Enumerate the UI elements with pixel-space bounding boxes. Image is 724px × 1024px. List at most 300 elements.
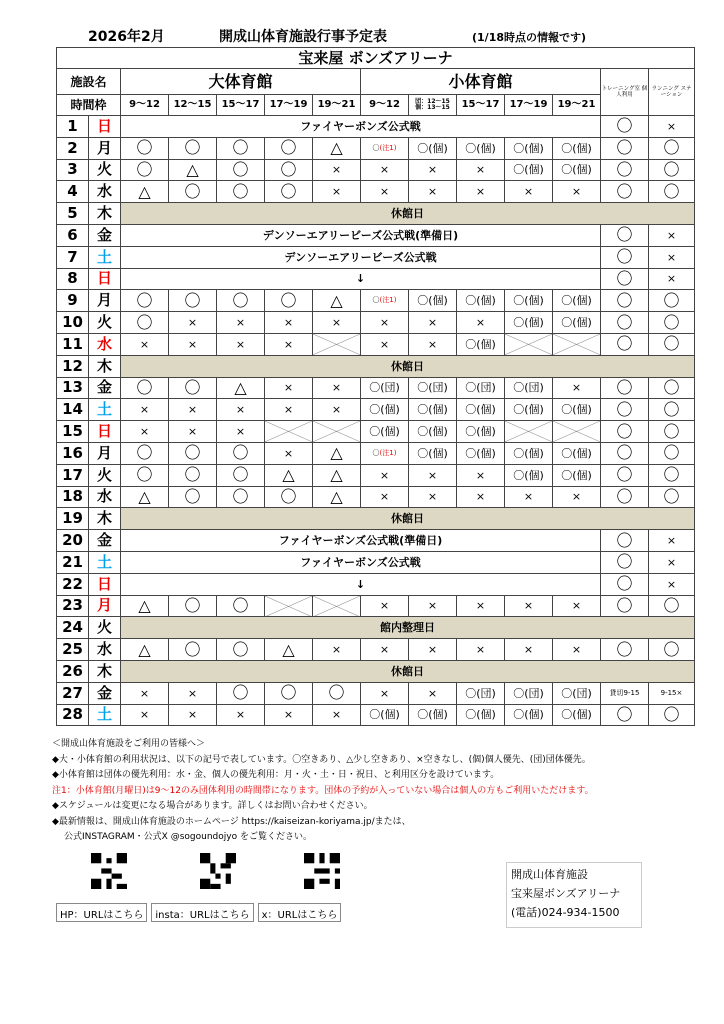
day-number: 15 [57, 421, 89, 443]
day-number: 3 [57, 159, 89, 181]
small-hall-status: 〇(注1) [361, 442, 409, 464]
weekday: 火 [89, 464, 121, 486]
small-hall-status: 〇(団) [409, 377, 457, 399]
weekday: 月 [89, 137, 121, 159]
unavailable-slot [505, 333, 553, 355]
day-number: 7 [57, 246, 89, 268]
table-row [57, 116, 695, 138]
table-row [57, 355, 695, 377]
big-hall-status: 〇 [217, 639, 265, 661]
big-hall-status: × [169, 399, 217, 421]
day-number: 26 [57, 660, 89, 682]
unavailable-slot [265, 595, 313, 617]
time-slot-label: 時間枠 [57, 95, 121, 116]
big-hall-status: 〇 [265, 290, 313, 312]
small-hall-status: 〇(注1) [361, 137, 409, 159]
table-row [57, 617, 695, 639]
small-hall-status: 〇(団) [553, 682, 601, 704]
training-status: 〇 [601, 312, 649, 334]
day-number: 11 [57, 333, 89, 355]
page-header [56, 24, 676, 46]
big-hall-status: △ [121, 181, 169, 203]
hp-qr-code[interactable] [91, 853, 127, 889]
training-status: 〇 [601, 464, 649, 486]
table-row [57, 181, 695, 203]
big-hall-status: 〇 [217, 159, 265, 181]
small-hall-slot-header: 9～12 [361, 95, 409, 116]
training-status: 〇 [601, 486, 649, 508]
table-row [57, 137, 695, 159]
big-hall-status: △ [121, 486, 169, 508]
big-hall-status: × [313, 312, 361, 334]
table-row [57, 595, 695, 617]
big-hall-status: 〇 [169, 377, 217, 399]
weekday: 火 [89, 312, 121, 334]
day-number: 13 [57, 377, 89, 399]
big-hall-status: 〇 [121, 290, 169, 312]
big-hall-status: 〇 [217, 181, 265, 203]
day-number: 27 [57, 682, 89, 704]
running-status: 〇 [649, 333, 695, 355]
big-hall-status: 〇 [169, 290, 217, 312]
venue-name: 宝来屋 ボンズアリーナ [57, 48, 695, 69]
event-label: ↓ [121, 268, 601, 290]
big-hall-status: × [265, 312, 313, 334]
small-hall-status: × [361, 464, 409, 486]
small-hall-status: × [457, 312, 505, 334]
small-hall-status: × [457, 181, 505, 203]
big-hall-status: 〇 [169, 442, 217, 464]
small-hall-status: 〇(個) [457, 421, 505, 443]
training-status: 〇 [601, 377, 649, 399]
big-hall-status: △ [313, 442, 361, 464]
running-status: 〇 [649, 159, 695, 181]
big-hall-status: 〇 [169, 137, 217, 159]
big-hall-status: △ [121, 639, 169, 661]
big-hall-status: × [313, 159, 361, 181]
big-hall-status: 〇 [265, 486, 313, 508]
small-hall-status: 〇(個) [505, 399, 553, 421]
small-hall-status: × [553, 181, 601, 203]
table-row [57, 486, 695, 508]
small-hall-status: × [361, 159, 409, 181]
big-hall-status: 〇 [265, 682, 313, 704]
weekday: 金 [89, 377, 121, 399]
training-status: 〇 [601, 116, 649, 138]
small-hall-status: 〇(個) [457, 399, 505, 421]
small-hall-status: × [553, 486, 601, 508]
schedule-month: 2026年2月 [88, 29, 165, 45]
big-hall-status: × [169, 704, 217, 726]
big-hall-status: △ [121, 595, 169, 617]
big-hall-status: × [313, 704, 361, 726]
big-hall-status: 〇 [121, 137, 169, 159]
weekday: 日 [89, 573, 121, 595]
small-hall-status: 〇(個) [361, 704, 409, 726]
day-number: 5 [57, 203, 89, 225]
training-status: 〇 [601, 181, 649, 203]
training-status: 〇 [601, 246, 649, 268]
big-hall-status: 〇 [217, 595, 265, 617]
big-hall-status: 〇 [121, 312, 169, 334]
big-hall-status: △ [313, 486, 361, 508]
weekday: 日 [89, 421, 121, 443]
running-status: × [649, 246, 695, 268]
unavailable-slot [265, 421, 313, 443]
big-hall-status: △ [313, 290, 361, 312]
small-hall-status: 〇(個) [553, 464, 601, 486]
table-row [57, 246, 695, 268]
event-label: デンソーエアリービーズ公式戦 [121, 246, 601, 268]
event-label: ファイヤーボンズ公式戦(準備日) [121, 530, 601, 552]
small-hall-status: × [553, 595, 601, 617]
day-number: 21 [57, 551, 89, 573]
big-hall-status: 〇 [121, 464, 169, 486]
big-hall-status: × [313, 639, 361, 661]
big-hall-status: × [265, 704, 313, 726]
small-hall-status: 〇(個) [457, 704, 505, 726]
training-status: 〇 [601, 551, 649, 573]
day-number: 28 [57, 704, 89, 726]
small-hall-status: 〇(個) [505, 442, 553, 464]
table-row [57, 442, 695, 464]
insta-url-link[interactable]: insta：URLはこちら [151, 903, 253, 922]
x-url-link[interactable]: x：URLはこちら [258, 903, 342, 922]
table-row [57, 530, 695, 552]
weekday: 土 [89, 551, 121, 573]
weekday: 火 [89, 159, 121, 181]
weekday: 月 [89, 290, 121, 312]
running-station-header: ランニング ステーション [649, 69, 695, 116]
big-hall-status: 〇 [217, 682, 265, 704]
small-hall-status: × [409, 682, 457, 704]
day-number: 20 [57, 530, 89, 552]
table-row [57, 203, 695, 225]
small-hall-slot-header: 15～17 [457, 95, 505, 116]
contact-arena: 宝来屋ボンズアリーナ [511, 887, 621, 900]
small-hall-status: × [409, 333, 457, 355]
weekday: 日 [89, 116, 121, 138]
big-hall-slot-header: 19～21 [313, 95, 361, 116]
table-row [57, 377, 695, 399]
small-hall-status: × [361, 181, 409, 203]
big-hall-status: × [217, 312, 265, 334]
small-hall-status: 〇(個) [505, 159, 553, 181]
big-hall-status: △ [169, 159, 217, 181]
big-hall-status: 〇 [121, 442, 169, 464]
day-number: 14 [57, 399, 89, 421]
running-status: 〇 [649, 421, 695, 443]
small-hall-status: × [409, 312, 457, 334]
small-hall-status: 〇(個) [409, 137, 457, 159]
running-status: 〇 [649, 137, 695, 159]
small-hall-status: × [457, 464, 505, 486]
big-hall-status: 〇 [265, 181, 313, 203]
weekday: 水 [89, 333, 121, 355]
unavailable-slot [313, 595, 361, 617]
schedule-table [56, 47, 695, 726]
training-room-header: トレーニング室 個人利用 [601, 69, 649, 116]
training-status: 〇 [601, 442, 649, 464]
small-hall-status: 〇(団) [505, 377, 553, 399]
event-label: ファイヤーボンズ公式戦 [121, 551, 601, 573]
small-hall-status: 〇(個) [457, 442, 505, 464]
small-hall-status: × [409, 159, 457, 181]
small-hall-status: × [409, 464, 457, 486]
day-number: 9 [57, 290, 89, 312]
day-number: 4 [57, 181, 89, 203]
small-hall-status: 〇(団) [361, 377, 409, 399]
homepage-note: ◆最新情報は、開成山体育施設のホームページ https://kaiseizan-koriyama.jp/または、 [52, 816, 411, 827]
small-hall-status: × [457, 639, 505, 661]
day-number: 8 [57, 268, 89, 290]
big-hall-status: 〇 [265, 159, 313, 181]
weekday: 金 [89, 530, 121, 552]
big-hall-slot-header: 9～12 [121, 95, 169, 116]
small-hall-status: × [361, 312, 409, 334]
big-hall-status: × [121, 704, 169, 726]
table-row [57, 224, 695, 246]
note-1: 注1：小体育館(月曜日)は9～12のみ団体利用の時間帯になります。団体の予約が入っていない場合は個人の方もご利用いただけます。 [52, 785, 594, 796]
big-hall-status: × [217, 399, 265, 421]
weekday: 木 [89, 355, 121, 377]
big-hall-status: △ [313, 137, 361, 159]
big-hall-status: × [169, 421, 217, 443]
info-date-note: (1/18時点の情報です) [472, 31, 587, 44]
training-status: 貸切9-15 [601, 682, 649, 704]
day-number: 22 [57, 573, 89, 595]
table-row [57, 159, 695, 181]
small-hall-status: × [457, 159, 505, 181]
small-hall-header: 小体育館 [361, 69, 601, 95]
big-hall-status: × [265, 399, 313, 421]
small-hall-status: × [361, 486, 409, 508]
small-hall-status: 〇(個) [505, 137, 553, 159]
table-row [57, 268, 695, 290]
small-hall-status: 〇(個) [457, 137, 505, 159]
weekday: 火 [89, 617, 121, 639]
small-hall-status: 〇(個) [409, 442, 457, 464]
day-number: 2 [57, 137, 89, 159]
day-number: 6 [57, 224, 89, 246]
table-row [57, 290, 695, 312]
training-status: 〇 [601, 159, 649, 181]
small-hall-status: 〇(個) [553, 312, 601, 334]
small-hall-status: 〇(個) [409, 290, 457, 312]
sns-note: 公式INSTAGRAM・公式X @sogoundojyo をご覧ください。 [64, 832, 312, 842]
table-row [57, 333, 695, 355]
table-row [57, 639, 695, 661]
big-hall-status: × [169, 312, 217, 334]
big-hall-status: × [169, 682, 217, 704]
contact-facility: 開成山体育施設 [511, 868, 588, 881]
big-hall-status: △ [313, 464, 361, 486]
weekday: 日 [89, 268, 121, 290]
running-status: 〇 [649, 181, 695, 203]
small-hall-status: 〇(個) [457, 333, 505, 355]
big-hall-slot-header: 12～15 [169, 95, 217, 116]
training-status: 〇 [601, 573, 649, 595]
small-hall-status: 〇(個) [553, 159, 601, 181]
training-status: 〇 [601, 333, 649, 355]
running-status: × [649, 116, 695, 138]
big-hall-status: 〇 [169, 464, 217, 486]
weekday: 月 [89, 595, 121, 617]
usage-division-note: ◆小体育館は団体の優先利用：水・金、個人の優先利用：月・火・土・日・祝日、と利用区分を設けています。 [52, 770, 500, 780]
qr-link-labels [56, 903, 345, 922]
big-hall-status: 〇 [169, 181, 217, 203]
running-status: 〇 [649, 639, 695, 661]
day-number: 23 [57, 595, 89, 617]
small-hall-status: 〇(注1) [361, 290, 409, 312]
day-number: 16 [57, 442, 89, 464]
day-number: 1 [57, 116, 89, 138]
small-hall-status: 〇(個) [409, 704, 457, 726]
weekday: 木 [89, 508, 121, 530]
big-hall-status: × [217, 704, 265, 726]
big-hall-status: × [313, 399, 361, 421]
event-label: ファイヤーボンズ公式戦 [121, 116, 601, 138]
small-hall-status: × [505, 486, 553, 508]
small-hall-status: × [361, 682, 409, 704]
running-status: × [649, 530, 695, 552]
x-qr-code[interactable] [304, 853, 340, 889]
small-hall-status: 〇(個) [553, 442, 601, 464]
small-hall-status: × [505, 595, 553, 617]
contact-phone: (電話)024-934-1500 [511, 906, 620, 919]
big-hall-status: × [265, 442, 313, 464]
training-status: 〇 [601, 704, 649, 726]
small-hall-status: 〇(個) [361, 399, 409, 421]
small-hall-status: × [457, 595, 505, 617]
small-hall-status: × [505, 181, 553, 203]
small-hall-status: 〇(団) [457, 682, 505, 704]
big-hall-status: 〇 [313, 682, 361, 704]
table-row [57, 682, 695, 704]
table-row [57, 421, 695, 443]
running-status: 〇 [649, 704, 695, 726]
small-hall-status: × [457, 486, 505, 508]
big-hall-status: 〇 [121, 377, 169, 399]
weekday: 水 [89, 181, 121, 203]
small-hall-status: × [361, 639, 409, 661]
note-1-marker: (注1) [379, 448, 397, 457]
facility-label: 施設名 [57, 69, 121, 95]
weekday: 土 [89, 399, 121, 421]
big-hall-status: × [265, 377, 313, 399]
big-hall-status: △ [217, 377, 265, 399]
small-hall-slot-header: 団：12～15 個：13～15 [409, 95, 457, 116]
unavailable-slot [553, 333, 601, 355]
notes-section [52, 737, 712, 846]
day-number: 12 [57, 355, 89, 377]
small-hall-status: × [361, 595, 409, 617]
big-hall-status: × [217, 421, 265, 443]
closed-day-label: 館内整理日 [121, 617, 695, 639]
big-hall-status: 〇 [121, 159, 169, 181]
big-hall-status: △ [265, 464, 313, 486]
big-hall-status: × [313, 377, 361, 399]
closed-day-label: 休館日 [121, 660, 695, 682]
table-row [57, 551, 695, 573]
small-hall-slot-header: 17～19 [505, 95, 553, 116]
day-number: 24 [57, 617, 89, 639]
training-status: 〇 [601, 268, 649, 290]
running-status: 〇 [649, 486, 695, 508]
day-number: 10 [57, 312, 89, 334]
small-hall-slot-header: 19～21 [553, 95, 601, 116]
training-status: 〇 [601, 399, 649, 421]
small-hall-status: 〇(個) [409, 399, 457, 421]
small-hall-status: 〇(個) [361, 421, 409, 443]
big-hall-status: × [217, 333, 265, 355]
insta-qr-code[interactable] [200, 853, 236, 889]
small-hall-status: × [409, 486, 457, 508]
training-status: 〇 [601, 224, 649, 246]
running-status: 〇 [649, 464, 695, 486]
small-hall-status: 〇(個) [553, 399, 601, 421]
big-hall-status: 〇 [217, 486, 265, 508]
big-hall-status: 〇 [217, 464, 265, 486]
small-hall-status: × [553, 639, 601, 661]
small-hall-status: × [553, 377, 601, 399]
weekday: 水 [89, 486, 121, 508]
training-status: 〇 [601, 137, 649, 159]
legend-note: ◆大・小体育館の利用状況は、以下の記号で表しています。〇空きあり、△少し空きあり、×空きなし、(個)個人優先、(団)団体優先。 [52, 754, 591, 765]
big-hall-slot-header: 15～17 [217, 95, 265, 116]
big-hall-status: × [121, 421, 169, 443]
big-hall-status: × [169, 333, 217, 355]
running-status: 9-15× [649, 682, 695, 704]
small-hall-status: 〇(個) [553, 290, 601, 312]
notes-intro: ＜開成山体育施設をご利用の皆様へ＞ [52, 739, 206, 749]
big-hall-status: 〇 [217, 442, 265, 464]
big-hall-status: × [265, 333, 313, 355]
running-status: 〇 [649, 312, 695, 334]
small-hall-status: × [361, 333, 409, 355]
weekday: 木 [89, 660, 121, 682]
table-row [57, 660, 695, 682]
small-hall-status: 〇(個) [505, 704, 553, 726]
table-row [57, 704, 695, 726]
big-hall-status: × [121, 333, 169, 355]
big-hall-status: × [121, 399, 169, 421]
small-hall-status: × [409, 595, 457, 617]
note-1-marker: (注1) [379, 143, 397, 152]
small-hall-status: 〇(個) [553, 704, 601, 726]
contact-box [506, 862, 642, 928]
running-status: × [649, 224, 695, 246]
running-status: × [649, 573, 695, 595]
unavailable-slot [313, 333, 361, 355]
weekday: 木 [89, 203, 121, 225]
weekday: 土 [89, 704, 121, 726]
big-hall-status: 〇 [265, 137, 313, 159]
big-hall-status: △ [265, 639, 313, 661]
table-row [57, 573, 695, 595]
small-hall-status: 〇(個) [505, 464, 553, 486]
big-hall-slot-header: 17～19 [265, 95, 313, 116]
running-status: 〇 [649, 442, 695, 464]
day-number: 18 [57, 486, 89, 508]
small-hall-status: × [409, 639, 457, 661]
big-hall-status: 〇 [169, 639, 217, 661]
big-hall-status: 〇 [169, 486, 217, 508]
hp-url-link[interactable]: HP：URLはこちら [56, 903, 147, 922]
weekday: 土 [89, 246, 121, 268]
small-hall-status: 〇(個) [505, 290, 553, 312]
closed-day-label: 休館日 [121, 508, 695, 530]
